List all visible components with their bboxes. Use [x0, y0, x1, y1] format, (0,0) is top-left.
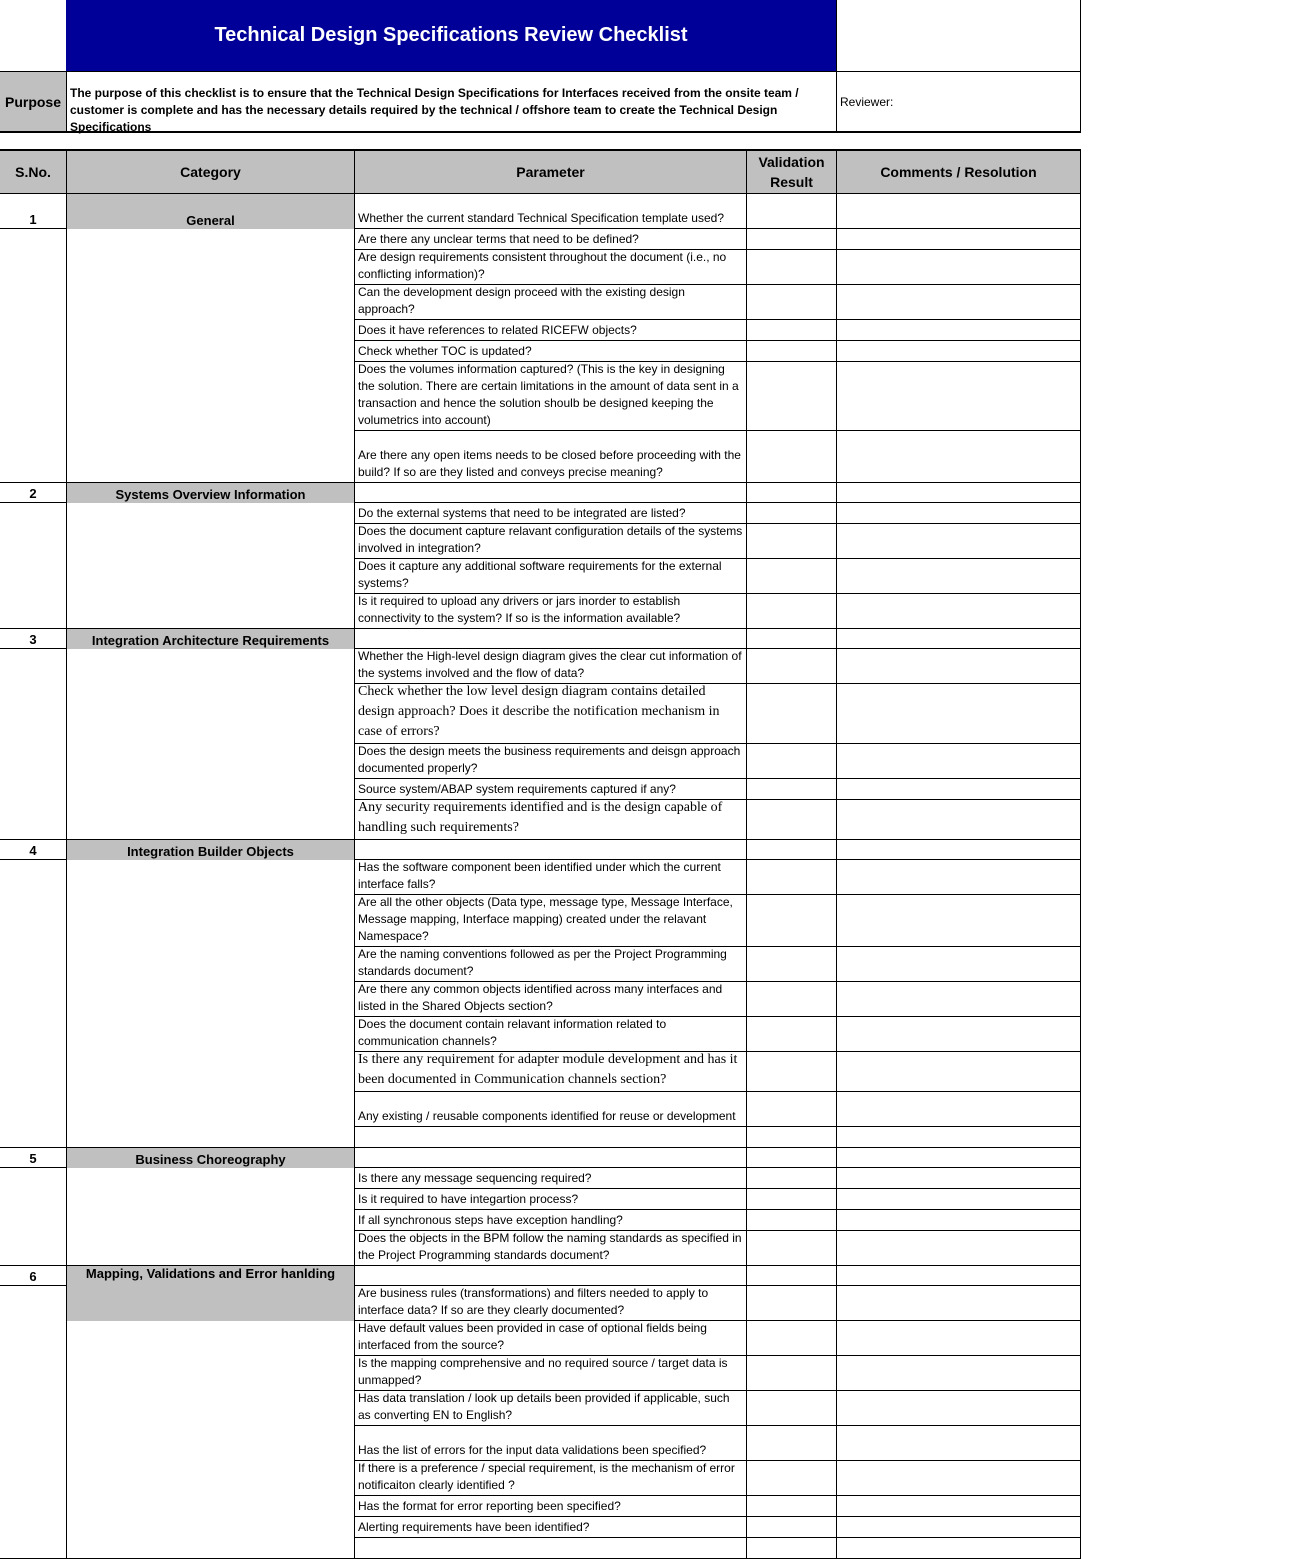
section-category: General	[67, 194, 355, 229]
checklist-row	[355, 1148, 1081, 1168]
comments-cell[interactable]	[837, 341, 1081, 361]
comments-cell[interactable]	[837, 1092, 1081, 1126]
validation-result-cell[interactable]	[747, 860, 837, 894]
parameter-text	[355, 483, 747, 502]
parameter-text: Does the document capture relavant configuration details of the systems involved in integration?	[355, 524, 747, 558]
comments-cell[interactable]	[837, 1017, 1081, 1051]
validation-result-cell[interactable]	[747, 1356, 837, 1390]
title-right-cell	[837, 0, 1081, 72]
validation-result-cell[interactable]	[747, 895, 837, 946]
col-validation-header: Validation Result	[747, 151, 837, 193]
parameter-text: Is the mapping comprehensive and no required source / target data is unmapped?	[355, 1356, 747, 1390]
parameter-text: Has the list of errors for the input data validations been specified?	[355, 1426, 747, 1460]
page-title: Technical Design Specifications Review Checklist	[66, 0, 837, 71]
parameter-text: Does it have references to related RICEFW objects?	[355, 320, 747, 340]
comments-cell[interactable]	[837, 229, 1081, 249]
checklist-row	[355, 431, 1081, 483]
checklist-row	[355, 649, 1081, 684]
validation-result-cell[interactable]	[747, 1286, 837, 1320]
section-number: 4	[0, 840, 67, 860]
validation-result-cell[interactable]	[747, 229, 837, 249]
parameter-text	[355, 1266, 747, 1285]
validation-result-cell[interactable]	[747, 559, 837, 593]
parameter-text: If there is a preference / special requirement, is the mechanism of error notificaiton clearly identified ?	[355, 1461, 747, 1495]
parameter-text: Is there any requirement for adapter module development and has it been documented in Communication channels section?	[355, 1052, 747, 1091]
validation-result-cell[interactable]	[747, 1426, 837, 1460]
comments-cell[interactable]	[837, 194, 1081, 228]
comments-cell[interactable]	[837, 840, 1081, 859]
comments-cell[interactable]	[837, 362, 1081, 430]
checklist-row	[355, 524, 1081, 559]
comments-cell[interactable]	[837, 800, 1081, 839]
comments-cell[interactable]	[837, 982, 1081, 1016]
checklist-row	[355, 1052, 1081, 1092]
comments-cell[interactable]	[837, 1210, 1081, 1230]
comments-cell[interactable]	[837, 594, 1081, 628]
section-category: Integration Builder Objects	[67, 840, 355, 860]
validation-result-cell[interactable]	[747, 1210, 837, 1230]
validation-result-cell[interactable]	[747, 1321, 837, 1355]
validation-result-cell[interactable]	[747, 779, 837, 799]
checklist-row	[355, 1266, 1081, 1286]
table-header	[0, 151, 1081, 194]
section-category: Integration Architecture Requirements	[67, 629, 355, 649]
comments-cell[interactable]	[837, 947, 1081, 981]
checklist-row	[355, 1391, 1081, 1426]
parameter-text	[355, 1148, 747, 1167]
parameter-text: Alerting requirements have been identified?	[355, 1517, 747, 1537]
validation-result-cell[interactable]	[747, 362, 837, 430]
parameter-text: Check whether the low level design diagram contains detailed design approach? Does it describe the notification mechanism in case of errors?	[355, 684, 747, 743]
checklist-row	[355, 503, 1081, 524]
comments-cell[interactable]	[837, 483, 1081, 502]
comments-cell[interactable]	[837, 1426, 1081, 1460]
validation-result-cell[interactable]	[747, 1231, 837, 1265]
checklist-row	[355, 684, 1081, 744]
checklist-row	[355, 229, 1081, 250]
section-number: 3	[0, 629, 67, 649]
validation-result-cell[interactable]	[747, 341, 837, 361]
comments-cell[interactable]	[837, 1517, 1081, 1537]
parameter-text: Any existing / reusable components identified for reuse or development	[355, 1092, 747, 1126]
parameter-text: Whether the current standard Technical Specification template used?	[355, 194, 747, 228]
parameter-text: Are business rules (transformations) and filters needed to apply to interface data? If so are they clearly documented?	[355, 1286, 747, 1320]
parameter-text: Has data translation / look up details been provided if applicable, such as converting EN to English?	[355, 1391, 747, 1425]
comments-cell[interactable]	[837, 250, 1081, 284]
section-category: Mapping, Validations and Error hanlding	[67, 1266, 355, 1321]
validation-result-cell[interactable]	[747, 800, 837, 839]
section-category-spacer	[67, 229, 355, 483]
section-number: 1	[0, 194, 67, 229]
validation-result-cell[interactable]	[747, 1266, 837, 1285]
checklist-row	[355, 1517, 1081, 1538]
validation-result-cell[interactable]	[747, 194, 837, 228]
parameter-text: Does the document contain relavant information related to communication channels?	[355, 1017, 747, 1051]
parameter-text: Have default values been provided in case of optional fields being interfaced from the source?	[355, 1321, 747, 1355]
checklist-row	[355, 194, 1081, 229]
comments-cell[interactable]	[837, 1189, 1081, 1209]
comments-cell[interactable]	[837, 1148, 1081, 1167]
comments-cell[interactable]	[837, 1286, 1081, 1320]
parameter-text: If all synchronous steps have exception handling?	[355, 1210, 747, 1230]
comments-cell[interactable]	[837, 559, 1081, 593]
parameter-text: Are there any common objects identified across many interfaces and listed in the Shared Objects section?	[355, 982, 747, 1016]
comments-cell[interactable]	[837, 684, 1081, 743]
comments-cell[interactable]	[837, 629, 1081, 648]
section-category-spacer	[67, 1321, 355, 1559]
checklist-row	[355, 1017, 1081, 1052]
col-category-header: Category	[67, 151, 355, 193]
validation-result-cell[interactable]	[747, 594, 837, 628]
comments-cell[interactable]	[837, 1356, 1081, 1390]
comments-cell[interactable]	[837, 1391, 1081, 1425]
parameter-text: Do the external systems that need to be integrated are listed?	[355, 503, 747, 523]
checklist-row	[355, 362, 1081, 431]
col-sno-header: S.No.	[0, 151, 67, 193]
checklist-row	[355, 860, 1081, 895]
purpose-label: Purpose	[0, 72, 67, 131]
validation-result-cell[interactable]	[747, 1017, 837, 1051]
section-category-spacer	[67, 1168, 355, 1266]
comments-cell[interactable]	[837, 1461, 1081, 1495]
col-comments-header: Comments / Resolution	[837, 151, 1081, 193]
checklist-row	[355, 1538, 1081, 1559]
checklist-row	[355, 594, 1081, 629]
validation-result-cell[interactable]	[747, 524, 837, 558]
comments-cell[interactable]	[837, 1538, 1081, 1558]
validation-result-cell[interactable]	[747, 1127, 837, 1147]
validation-result-cell[interactable]	[747, 1148, 837, 1167]
parameter-text: Are the naming conventions followed as per the Project Programming standards document?	[355, 947, 747, 981]
section-number: 6	[0, 1266, 67, 1286]
table-body	[0, 194, 1081, 1559]
validation-result-cell[interactable]	[747, 649, 837, 683]
comments-cell[interactable]	[837, 1266, 1081, 1285]
checklist-table	[0, 149, 1081, 1559]
checklist-row	[355, 840, 1081, 860]
parameter-text: Is it required to have integartion process?	[355, 1189, 747, 1209]
parameter-text: Does the volumes information captured? (This is the key in designing the solution. There are certain limitations in the amount of data sent in a transaction and hence the solution shoulb be designed keeping the volumetrics into account)	[355, 362, 747, 430]
checklist-row	[355, 1189, 1081, 1210]
validation-result-cell[interactable]	[747, 1496, 837, 1516]
comments-cell[interactable]	[837, 1496, 1081, 1516]
comments-cell[interactable]	[837, 285, 1081, 319]
purpose-row	[0, 71, 1081, 133]
parameter-text: Can the development design proceed with the existing design approach?	[355, 285, 747, 319]
comments-cell[interactable]	[837, 649, 1081, 683]
section-category: Business Choreography	[67, 1148, 355, 1168]
checklist-row	[355, 1092, 1081, 1127]
validation-result-cell[interactable]	[747, 483, 837, 502]
parameter-text: Are there any unclear terms that need to be defined?	[355, 229, 747, 249]
validation-result-cell[interactable]	[747, 1189, 837, 1209]
validation-result-cell[interactable]	[747, 250, 837, 284]
reviewer-field[interactable]: Reviewer:	[837, 72, 1081, 131]
section-category-spacer	[67, 860, 355, 1148]
section-number-spacer	[0, 229, 67, 483]
checklist-row	[355, 1168, 1081, 1189]
parameter-text: Has the software component been identified under which the current interface falls?	[355, 860, 747, 894]
checklist-row	[355, 320, 1081, 341]
parameter-text: Does the design meets the business requirements and deisgn approach documented properly?	[355, 744, 747, 778]
comments-cell[interactable]	[837, 503, 1081, 523]
checklist-row	[355, 1210, 1081, 1231]
section-number: 5	[0, 1148, 67, 1168]
checklist-row	[355, 1231, 1081, 1266]
validation-result-cell[interactable]	[747, 840, 837, 859]
parameter-text	[355, 629, 747, 648]
comments-cell[interactable]	[837, 1321, 1081, 1355]
comments-cell[interactable]	[837, 779, 1081, 799]
parameter-text: Does the objects in the BPM follow the naming standards as specified in the Project Programming standards document?	[355, 1231, 747, 1265]
checklist-row	[355, 1426, 1081, 1461]
checklist-row	[355, 1286, 1081, 1321]
comments-cell[interactable]	[837, 860, 1081, 894]
comments-cell[interactable]	[837, 431, 1081, 482]
checklist-row	[355, 800, 1081, 840]
validation-result-cell[interactable]	[747, 1517, 837, 1537]
parameter-text: Source system/ABAP system requirements captured if any?	[355, 779, 747, 799]
validation-result-cell[interactable]	[747, 684, 837, 743]
validation-result-cell[interactable]	[747, 320, 837, 340]
parameter-text: Is there any message sequencing required?	[355, 1168, 747, 1188]
checklist-row	[355, 982, 1081, 1017]
parameter-text: Is it required to upload any drivers or jars inorder to establish connectivity to the system? If so is the information available?	[355, 594, 747, 628]
section-number-spacer	[0, 503, 67, 629]
checklist-row	[355, 341, 1081, 362]
comments-cell[interactable]	[837, 1231, 1081, 1265]
validation-result-cell[interactable]	[747, 1461, 837, 1495]
section-number: 2	[0, 483, 67, 503]
parameter-text	[355, 840, 747, 859]
comments-cell[interactable]	[837, 1052, 1081, 1091]
checklist-row	[355, 1321, 1081, 1356]
validation-result-cell[interactable]	[747, 503, 837, 523]
checklist-row	[355, 947, 1081, 982]
comments-cell[interactable]	[837, 1127, 1081, 1147]
parameter-text: Check whether TOC is updated?	[355, 341, 747, 361]
parameter-text: Whether the High-level design diagram gives the clear cut information of the systems involved and the flow of data?	[355, 649, 747, 683]
validation-result-cell[interactable]	[747, 947, 837, 981]
purpose-text: The purpose of this checklist is to ensure that the Technical Design Specifications for Interfaces received from the onsite team / customer is complete and has the necessary details required by the technical / offshore team to create the Technical Design Specifications	[67, 72, 837, 131]
section-number-spacer	[0, 649, 67, 840]
validation-result-cell[interactable]	[747, 431, 837, 482]
validation-result-cell[interactable]	[747, 629, 837, 648]
comments-cell[interactable]	[837, 895, 1081, 946]
parameter-text: Does it capture any additional software requirements for the external systems?	[355, 559, 747, 593]
validation-result-cell[interactable]	[747, 744, 837, 778]
parameter-text	[355, 1538, 747, 1558]
parameter-text: Has the format for error reporting been specified?	[355, 1496, 747, 1516]
section-number-spacer	[0, 1168, 67, 1266]
validation-result-cell[interactable]	[747, 1052, 837, 1091]
parameter-text	[355, 1127, 747, 1147]
validation-result-cell[interactable]	[747, 1391, 837, 1425]
validation-result-cell[interactable]	[747, 1168, 837, 1188]
parameter-text: Are design requirements consistent throughout the document (i.e., no conflicting information)?	[355, 250, 747, 284]
checklist-row	[355, 559, 1081, 594]
validation-result-cell[interactable]	[747, 1092, 837, 1126]
validation-result-cell[interactable]	[747, 285, 837, 319]
checklist-row	[355, 285, 1081, 320]
section-category: Systems Overview Information	[67, 483, 355, 503]
checklist-row	[355, 744, 1081, 779]
comments-cell[interactable]	[837, 1168, 1081, 1188]
validation-result-cell[interactable]	[747, 982, 837, 1016]
parameter-text: Are there any open items needs to be closed before proceeding with the build? If so are they listed and conveys precise meaning?	[355, 431, 747, 482]
comments-cell[interactable]	[837, 320, 1081, 340]
checklist-row	[355, 1461, 1081, 1496]
comments-cell[interactable]	[837, 744, 1081, 778]
parameter-text: Any security requirements identified and is the design capable of handling such requirements?	[355, 800, 747, 839]
comments-cell[interactable]	[837, 524, 1081, 558]
checklist-row	[355, 483, 1081, 503]
checklist-row	[355, 1127, 1081, 1148]
section-category-spacer	[67, 503, 355, 629]
section-number-spacer	[0, 860, 67, 1148]
checklist-row	[355, 1356, 1081, 1391]
section-number-spacer	[0, 1286, 67, 1559]
parameter-text: Are all the other objects (Data type, message type, Message Interface, Message mapping, Interface mapping) created under the relavant Namespace?	[355, 895, 747, 946]
checklist-row	[355, 779, 1081, 800]
validation-result-cell[interactable]	[747, 1538, 837, 1558]
checklist-row	[355, 629, 1081, 649]
section-category-spacer	[67, 649, 355, 840]
checklist-row	[355, 250, 1081, 285]
checklist-row	[355, 895, 1081, 947]
checklist-row	[355, 1496, 1081, 1517]
col-parameter-header: Parameter	[355, 151, 747, 193]
